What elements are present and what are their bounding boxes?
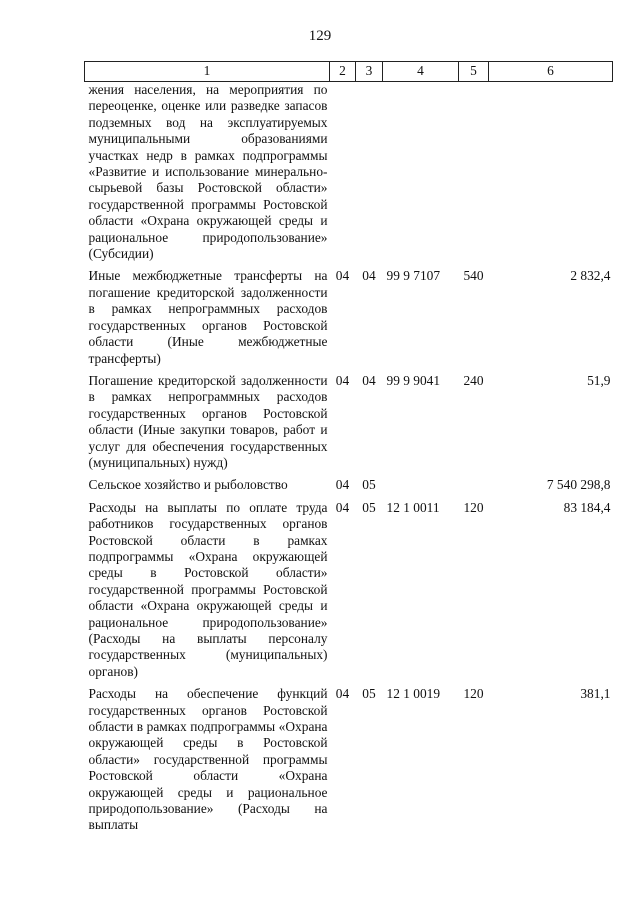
row-expense-type: 120 (463, 499, 484, 515)
row-section-code: 04 (335, 477, 350, 493)
row-amount: 381,1 (580, 686, 611, 702)
row-description: Иные межбюджетные трансферты на погашение кредиторской задолженности в рамках непрограммных расходов государственных органов Ростовской области (Иные межбюджетные трансферты) (88, 268, 328, 366)
page-number: 129 (308, 28, 332, 44)
row-target-article: 12 1 0011 (386, 499, 440, 515)
header-cell-2: 2 (330, 62, 356, 82)
row-target-article: 12 1 0019 (386, 686, 441, 702)
table-body (85, 82, 613, 840)
row-section-code: 04 (335, 499, 350, 515)
row-description: Расходы на выплаты по оплате труда работников государственных органов Ростовской области в рамках подпрограммы «Охрана окружающей среды в Ростовской области» государственной программы Ростовской области «Охрана окружающей среды и рациональное природопользование» (Расходы на выплаты персоналу государственных (муниципальных) органов) (88, 499, 328, 679)
budget-table (84, 61, 613, 840)
row-subsection-code: 04 (362, 268, 376, 284)
row-expense-type (459, 477, 489, 499)
row-subsection-code: 05 (362, 499, 376, 515)
row-amount: 7 540 298,8 (546, 477, 611, 493)
row-section-code: 04 (335, 686, 350, 702)
table-row (85, 500, 613, 686)
table-row (85, 82, 613, 269)
row-amount: 2 832,4 (570, 268, 611, 284)
row-target-article (383, 477, 459, 499)
row-description: Сельское хозяйство и рыболовство (88, 477, 288, 493)
row-description: Погашение кредиторской задолженности в рамках непрограммных расходов государственных органов Ростовской области (Иные закупки товаров, работ и услуг для обеспечения государственных (муниципальных) нужд) (88, 372, 328, 470)
row-amount: 83 184,4 (563, 499, 611, 515)
row-amount: 51,9 (587, 372, 611, 388)
header-cell-5: 5 (459, 62, 489, 82)
header-cell-6: 6 (489, 62, 613, 82)
row-description: жения населения, на мероприятия по переоценке, оценке или разведке запасов подземных вод на эксплуатируемых муниципальными образованиями участках недр в рамках подпрограммы «Развитие и использование минерально-сырьевой базы Ростовской области» государственной программы Ростовской области «Охрана окружающей среды и рациональное природопользование» (Субсидии) (88, 82, 328, 262)
header-row (85, 62, 613, 82)
table-header (85, 62, 613, 82)
header-cell-1: 1 (85, 62, 330, 82)
table-row (85, 268, 613, 372)
header-cell-4: 4 (383, 62, 459, 82)
row-section-code: 04 (335, 372, 350, 388)
row-target-article: 99 9 7107 (386, 268, 441, 284)
row-subsection-code: 04 (362, 372, 376, 388)
table-row (85, 686, 613, 840)
row-section-code (330, 82, 356, 269)
row-subsection-code: 05 (362, 686, 376, 702)
table-row (85, 477, 613, 499)
header-cell-3: 3 (356, 62, 383, 82)
row-subsection-code: 05 (362, 477, 376, 493)
row-target-article: 99 9 9041 (386, 372, 441, 388)
row-target-article (383, 82, 459, 269)
row-expense-type: 540 (463, 268, 484, 284)
row-expense-type (459, 82, 489, 269)
row-section-code: 04 (335, 268, 350, 284)
row-subsection-code (356, 82, 383, 269)
row-amount (489, 82, 613, 269)
row-expense-type: 120 (463, 686, 484, 702)
row-expense-type: 240 (463, 372, 484, 388)
row-description: Расходы на обеспечение функций государственных органов Ростовской области в рамках подпрограммы «Охрана окружающей среды в Ростовской области» государственной программы Ростовской области «Охрана окружающей среды и рациональное природопользование» (Расходы на выплаты (88, 686, 328, 833)
table-row (85, 373, 613, 477)
